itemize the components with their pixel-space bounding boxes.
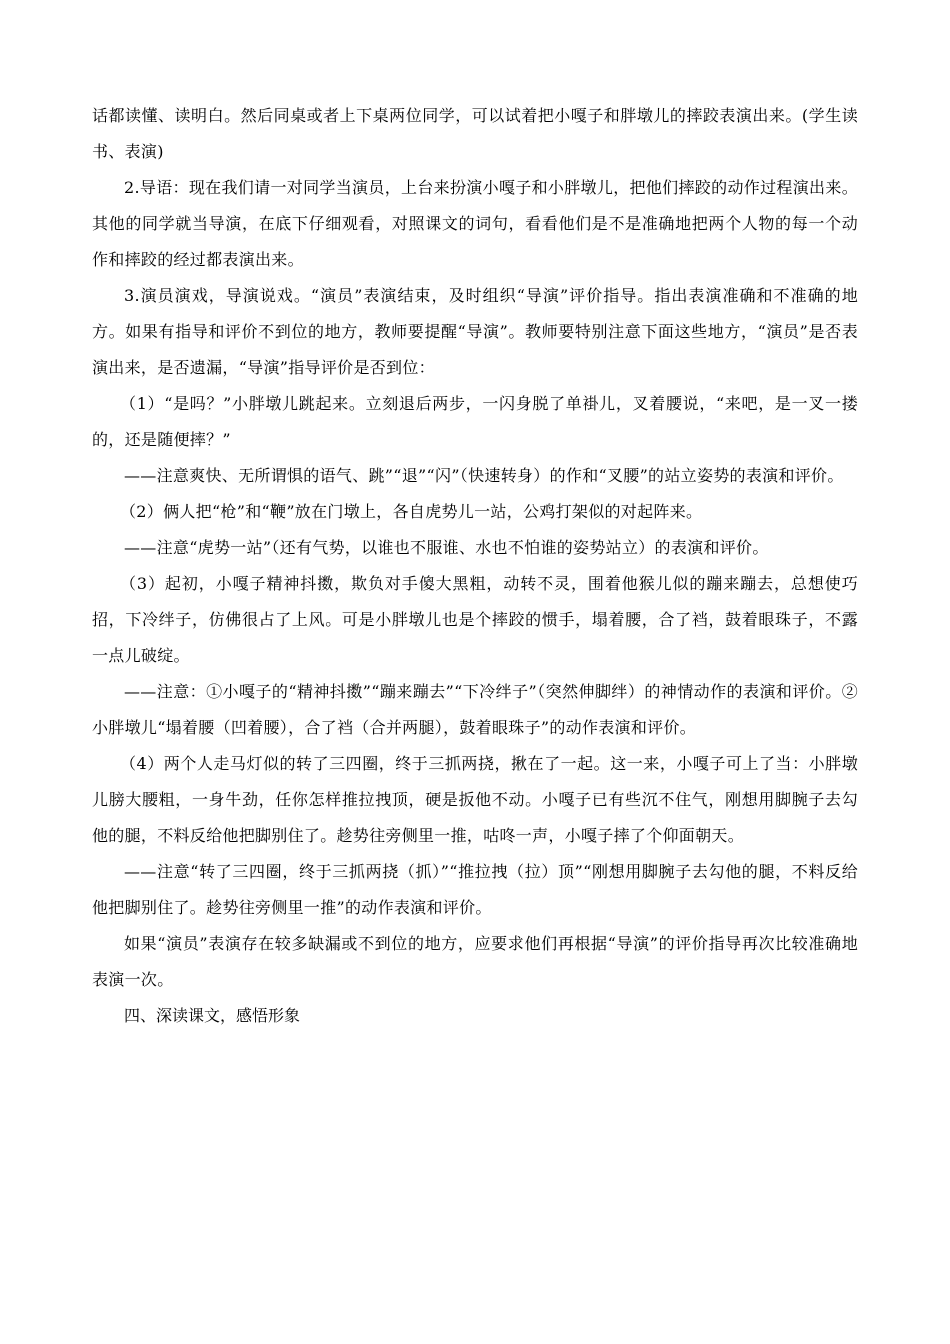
document-body <box>92 98 858 1034</box>
paragraph-note-3: ——注意：①小嘎子的“精神抖擞”“蹦来蹦去”“下冷绊子”（突然伸脚绊）的神情动作的表演和评价。②小胖墩儿“塌着腰（凹着腰），合了裆（合并两腿），鼓着眼珠子”的动作表演和评价。 <box>92 682 858 737</box>
paragraph-retry-instruction: 如果“演员”表演存在较多缺漏或不到位的地方，应要求他们再根据“导演”的评价指导再次比较准确地表演一次。 <box>92 934 858 989</box>
paragraph-item-4: （4）两个人走马灯似的转了三四圈，终于三抓两挠，揪在了一起。这一来，小嘎子可上了当：小胖墩儿膀大腰粗，一身牛劲，任你怎样推拉拽顶，硬是扳他不动。小嘎子已有些沉不住气，刚想用脚腕子去勾他的腿，不料反给他把脚别住了。趁势往旁侧里一推，咕咚一声，小嘎子摔了个仰面朝天。 <box>92 754 858 845</box>
section-heading-4: 四、深读课文，感悟形象 <box>124 1006 301 1025</box>
paragraph-note-4: ——注意“转了三四圈，终于三抓两挠（抓）”“推拉拽（拉）顶”“刚想用脚腕子去勾他的腿，不料反给他把脚别住了。趁势往旁侧里一推”的动作表演和评价。 <box>92 862 858 917</box>
paragraph-item-3: （3）起初，小嘎子精神抖擞，欺负对手傻大黑粗，动转不灵，围着他猴儿似的蹦来蹦去，总想使巧招，下冷绊子，仿佛很占了上风。可是小胖墩儿也是个摔跤的惯手，塌着腰，合了裆，鼓着眼珠子，不露一点儿破绽。 <box>92 574 858 665</box>
paragraph-note-1: ——注意爽快、无所谓惧的语气、跳”“退”“闪”（快速转身）的作和“叉腰”的站立姿势的表演和评价。 <box>124 466 844 485</box>
paragraph-actor-director: 3.演员演戏，导演说戏。“演员”表演结束，及时组织“导演”评价指导。指出表演准确和不准确的地方。如果有指导和评价不到位的地方，教师要提醒“导演”。教师要特别注意下面这些地方，“演员”是否表演出来，是否遗漏，“导演”指导评价是否到位： <box>92 286 858 377</box>
paragraph-intro-continuation: 话都读懂、读明白。然后同桌或者上下桌两位同学，可以试着把小嘎子和胖墩儿的摔跤表演出来。(学生读书、表演) <box>92 106 858 161</box>
paragraph-note-2: ——注意“虎势一站”（还有气势，以谁也不服谁、水也不怕谁的姿势站立）的表演和评价。 <box>124 538 769 557</box>
paragraph-guide-speech: 2.导语：现在我们请一对同学当演员，上台来扮演小嘎子和小胖墩儿，把他们摔跤的动作过程演出来。其他的同学就当导演，在底下仔细观看，对照课文的词句，看看他们是不是准确地把两个人物的每一个动作和摔跤的经过都表演出来。 <box>92 178 858 269</box>
paragraph-item-2: （2）俩人把“枪”和“鞭”放在门墩上，各自虎势儿一站，公鸡打架似的对起阵来。 <box>120 502 703 521</box>
paragraph-item-1: （1）“是吗？”小胖墩儿跳起来。立刻退后两步，一闪身脱了单褂儿，叉着腰说，“来吧，是一叉一搂的，还是随便摔？” <box>92 394 858 449</box>
